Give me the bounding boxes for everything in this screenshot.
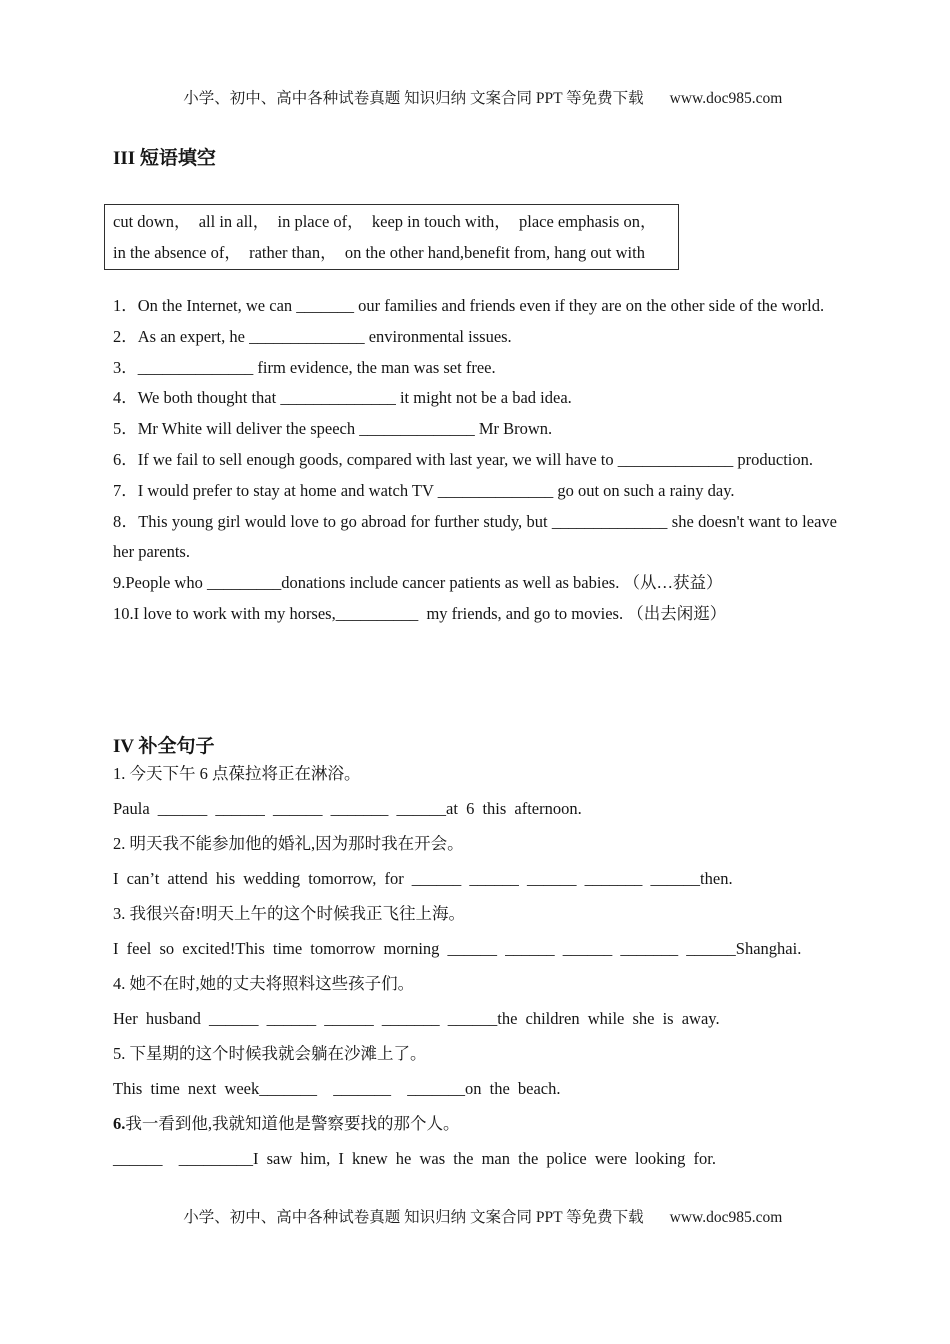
question-1: 1．On the Internet, we can _______ our families and friends even if they are on the other side of the world. xyxy=(113,296,825,315)
sentence-5-english: This time next week_______ _______ _______on the beach. xyxy=(113,1079,561,1098)
section3-questions xyxy=(113,291,842,630)
sentence-2-english: I can’t attend his wedding tomorrow, for ______ ______ ______ _______ ______then. xyxy=(113,869,733,888)
chinese-text: 3. 我很兴奋!明天上午的这个时候我正飞往上海。 xyxy=(113,904,465,923)
sentence-5-chinese xyxy=(113,1036,837,1071)
section3-title: III 短语填空 xyxy=(113,148,216,169)
phrase-bank-line2: in the absence of， rather than， on the other hand,benefit from, hang out with xyxy=(113,243,645,262)
sentence-4-chinese xyxy=(113,966,837,1001)
chinese-text: 1. 今天下午 6 点葆拉将正在淋浴。 xyxy=(113,764,361,783)
question-2: 2．As an expert, he ______________ environmental issues. xyxy=(113,326,512,346)
chinese-text: 5. 下星期的这个时候我就会躺在沙滩上了。 xyxy=(113,1044,427,1063)
section4-items xyxy=(113,756,837,1176)
sentence-6-chinese xyxy=(113,1106,837,1141)
header-url: www.doc985.com xyxy=(669,90,783,107)
question-10: 10.I love to work with my horses,__________ my friends, and go to movies. （出去闲逛） xyxy=(113,603,727,623)
sentence-1-english: Paula ______ ______ ______ _______ ______at 6 this afternoon. xyxy=(113,799,582,818)
page-header xyxy=(0,68,950,126)
chinese-text: 4. 她不在时,她的丈夫将照料这些孩子们。 xyxy=(113,974,415,993)
sentence-6-english: ______ _________I saw him, I knew he was the man the police were looking for. xyxy=(113,1149,717,1168)
question-8: 8．This young girl would love to go abroad for further study, but ______________ she doesn't want to leave her parents. xyxy=(113,511,842,562)
section4-title: IV 补全句子 xyxy=(113,736,215,757)
question-7: 7．I would prefer to stay at home and watch TV ______________ go out on such a rainy day. xyxy=(113,480,735,500)
question-9: 9.People who _________donations include cancer patients as well as babies. （从…获益） xyxy=(113,573,723,593)
question-4: 4．We both thought that ______________ it might not be a bad idea. xyxy=(113,388,572,408)
phrase-bank-box xyxy=(104,204,679,270)
sentence-3-chinese xyxy=(113,896,837,931)
header-text: 小学、初中、高中各种试卷真题 知识归纳 文案合同 PPT 等免费下载 xyxy=(183,90,644,107)
chinese-text: 2. 明天我不能参加他的婚礼,因为那时我在开会。 xyxy=(113,834,464,853)
sentence-4-english: Her husband ______ ______ ______ _______ ______the children while she is away. xyxy=(113,1009,720,1028)
sentence-1-chinese xyxy=(113,756,837,791)
chinese-text: 我一看到他,我就知道他是警察要找的那个人。 xyxy=(125,1114,460,1133)
footer-text: 小学、初中、高中各种试卷真题 知识归纳 文案合同 PPT 等免费下载 xyxy=(183,1209,644,1226)
question-3: 3．______________ firm evidence, the man was set free. xyxy=(113,357,496,377)
phrase-bank-line1: cut down， all in all， in place of， keep in touch with， place emphasis on， xyxy=(113,212,657,231)
item-number: 6. xyxy=(113,1114,126,1133)
sentence-2-chinese xyxy=(113,826,837,861)
page-footer xyxy=(0,1187,950,1245)
question-6: 6．If we fail to sell enough goods, compared with last year, we will have to ______________ production. xyxy=(113,449,813,469)
sentence-3-english: I feel so excited!This time tomorrow morning ______ ______ ______ _______ ______Shanghai. xyxy=(113,939,802,958)
footer-url: www.doc985.com xyxy=(669,1209,783,1226)
question-5: 5．Mr White will deliver the speech ______________ Mr Brown. xyxy=(113,419,553,439)
